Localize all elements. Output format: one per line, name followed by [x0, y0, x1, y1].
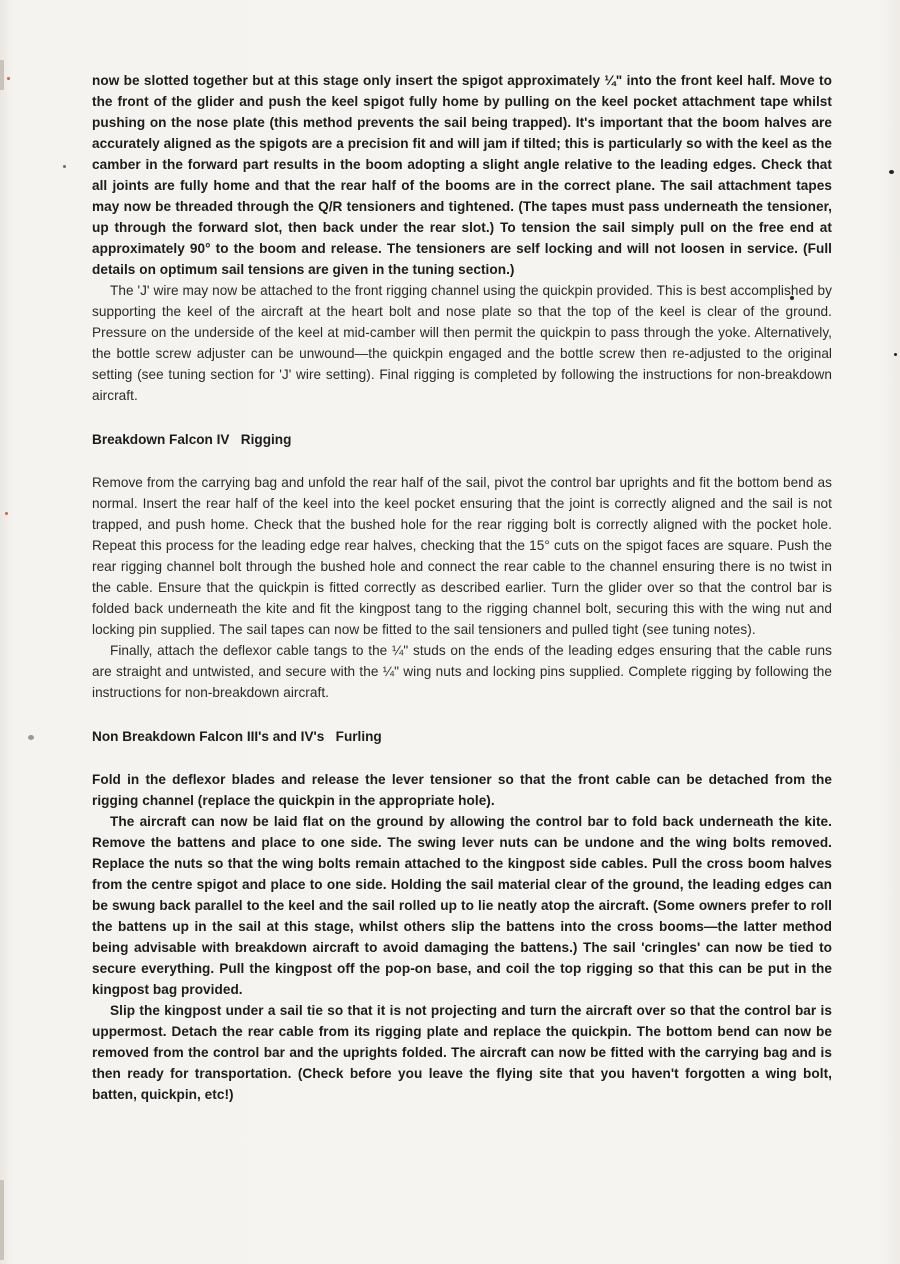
- paragraph-fold-deflexor: Fold in the deflexor blades and release the lever tensioner so that the front cable can be detached from the rigging channel (replace the quickpin in the appropriate hole).: [92, 772, 832, 808]
- scan-speck: [889, 170, 894, 174]
- scan-speck: [894, 353, 897, 356]
- paragraph-lay-flat: The aircraft can now be laid flat on the ground by allowing the control bar to fold back underneath the kite. Remove the battens and place to one side. The swing lever nuts can be undone and the wing bolts removed. Replace the nuts so that the wing bolts remain attached to the kingpost side cables. Pull the cross boom halves from the centre spigot and place to one side. Holding the sail material clear of the ground, the leading edges can be swung back parallel to the keel and the sail rolled up to lie neatly atop the aircraft. (Some owners prefer to roll the battens up in the sail at this stage, whilst others slip the battens into the cross booms—the latter method being advisable with breakdown aircraft to avoid damaging the battens.) The sail 'cringles' can now be tied to secure everything. Pull the kingpost off the pop-on base, and coil the top rigging so that this can be put in the kingpost bag provided.: [92, 814, 832, 997]
- page-edge-mark: [0, 1180, 4, 1260]
- section-gap: [92, 406, 832, 429]
- paragraph-j-wire: The 'J' wire may now be attached to the front rigging channel using the quickpin provided. This is best accomplished by supporting the keel of the aircraft at the heart bolt and nose plate so that the top of the keel is clear of the ground. Pressure on the underside of the keel at mid-camber will then permit the quickpin to pass through the yoke. Alternatively, the bottle screw adjuster can be unwound—the quickpin engaged and the bottle screw then re-adjusted to the original setting (see tuning section for 'J' wire setting). Final rigging is completed by following the instructions for non-breakdown aircraft.: [92, 283, 832, 403]
- paragraph-keel-assembly: now be slotted together but at this stage only insert the spigot approximately ¼" into the front keel half. Move to the front of the glider and push the keel spigot fully home by pulling on the keel pocket attachment tape whilst pushing on the nose plate (this method prevents the sail being trapped). It's important that the boom halves are accurately aligned as the spigots are a precision fit and will jam if tilted; this is particularly so with the keel as the camber in the forward part results in the boom adopting a slight angle relative to the leading edges. Check that all joints are fully home and that the rear half of the booms are in the correct plane. The sail attachment tapes may now be threaded through the Q/R tensioners and tightened. (The tapes must pass underneath the tensioner, up through the forward slot, then back under the rear slot.) To tension the sail simply pull on the free end at approximately 90° to the boom and release. The tensioners are self locking and will not loosen in service. (Full details on optimum sail tensions are given in the tuning section.): [92, 73, 832, 277]
- scan-speck: [63, 165, 66, 168]
- section-gap: [92, 703, 832, 726]
- page-edge-mark: [0, 60, 4, 90]
- paragraph-deflexor: Finally, attach the deflexor cable tangs to the ¼" studs on the ends of the leading edges ensuring that the cable runs are straight and untwisted, and secure with the ¼" wing nuts and locking pins supplied. Complete rigging by following the instructions for non-breakdown aircraft.: [92, 643, 832, 700]
- section-gap: [92, 747, 832, 769]
- heading-breakdown-rigging: Breakdown Falcon IV Rigging: [92, 432, 292, 447]
- scan-speck: [7, 77, 10, 80]
- paragraph-kingpost: Slip the kingpost under a sail tie so that it is not projecting and turn the aircraft over so that the control bar is uppermost. Detach the rear cable from its rigging plate and replace the quickpin. The bottom bend can now be removed from the control bar and the uprights folded. The aircraft can now be fitted with the carrying bag and is then ready for transportation. (Check before you leave the flying site that you haven't forgotten a wing bolt, batten, quickpin, etc!): [92, 1003, 832, 1102]
- heading-furling: Non Breakdown Falcon III's and IV's Furling: [92, 729, 382, 744]
- scan-speck: [5, 512, 8, 515]
- paragraph-breakdown-steps: Remove from the carrying bag and unfold the rear half of the sail, pivot the control bar uprights and fit the bottom bend as normal. Insert the rear half of the keel into the keel pocket ensuring that the joint is correctly aligned and the sail is not trapped, and push home. Check that the bushed hole for the rear rigging bolt is correctly aligned with the pocket hole. Repeat this process for the leading edge rear halves, checking that the 15° cuts on the spigot faces are square. Push the rear rigging channel bolt through the bushed hole and connect the rear cable to the channel ensuring there is no twist in the cable. Ensure that the quickpin is fitted correctly as described earlier. Turn the glider over so that the control bar is folded back underneath the kite and fit the kingpost tang to the rigging channel bolt, securing this with the wing nut and locking pin supplied. The sail tapes can now be fitted to the sail tensioners and pulled tight (see tuning notes).: [92, 475, 832, 637]
- document-body: [92, 70, 832, 1105]
- scan-speck: [28, 735, 34, 740]
- section-gap: [92, 450, 832, 472]
